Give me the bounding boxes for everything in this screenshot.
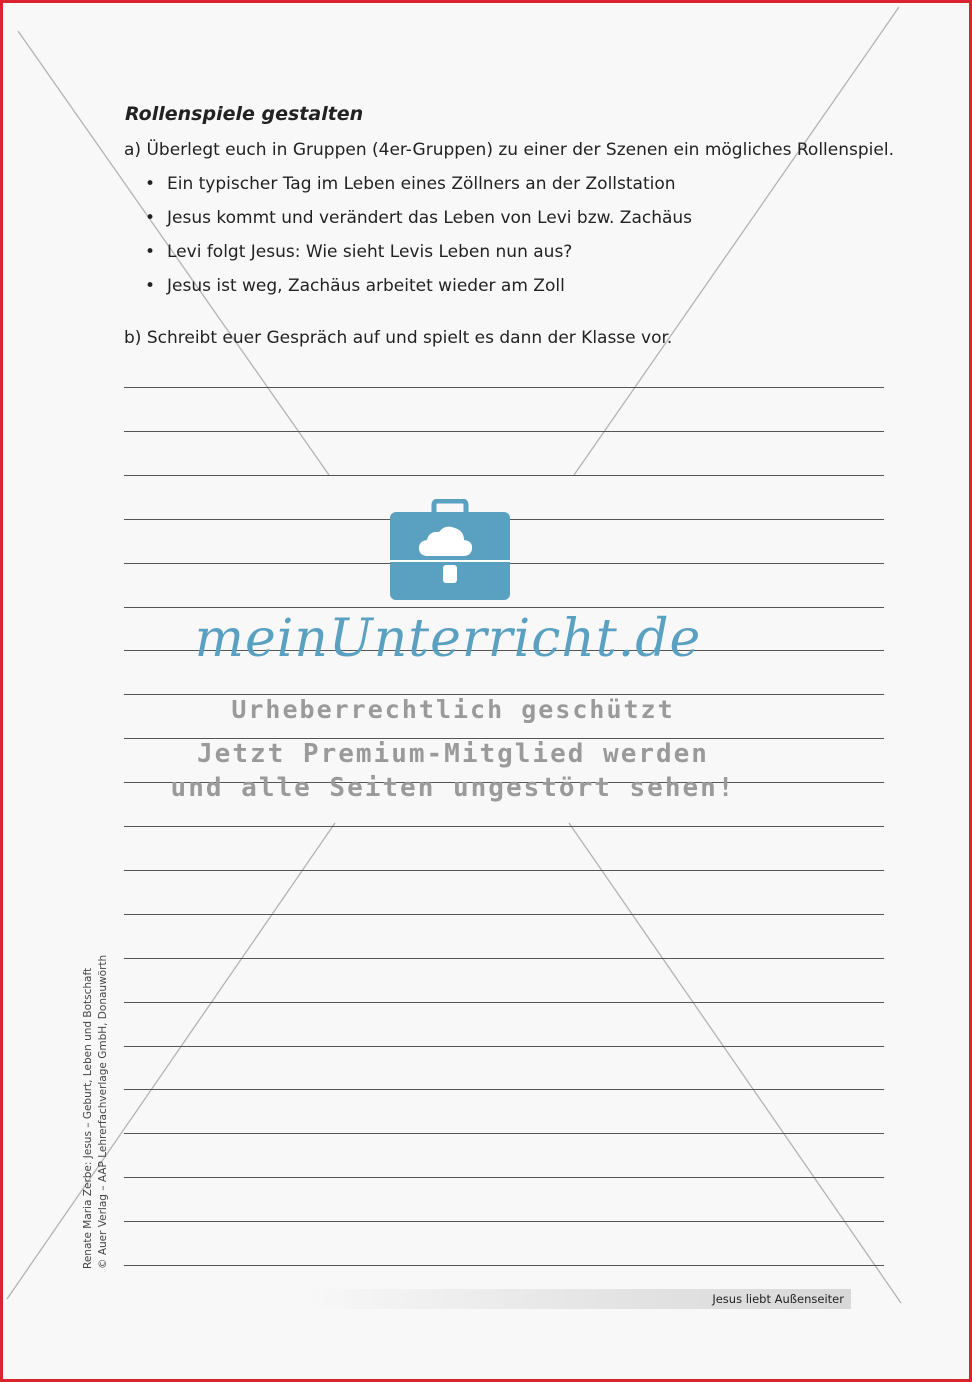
writing-line — [124, 519, 884, 520]
watermark-brand: meinUnterricht.de — [194, 609, 702, 669]
footer-label: Jesus liebt Außenseiter — [712, 1292, 844, 1306]
writing-line — [124, 782, 884, 783]
side-credit-author: Renate Maria Zerbe: Jesus – Geburt, Leben und Botschaft — [82, 967, 94, 1269]
writing-line — [124, 387, 884, 388]
side-credit — [81, 955, 111, 1269]
writing-line — [124, 431, 884, 432]
writing-lines — [124, 3, 884, 1303]
writing-line — [124, 1046, 884, 1047]
worksheet-title: Rollenspiele gestalten — [125, 103, 364, 125]
writing-line — [124, 1221, 884, 1222]
watermark-premium-notice-2: und alle Seiten ungestört sehen! — [170, 773, 736, 803]
writing-line — [124, 1089, 884, 1090]
writing-line — [124, 475, 884, 476]
watermark-copyright-notice: Urheberrechtlich geschützt — [231, 695, 675, 724]
watermark-premium-notice: Jetzt Premium-Mitglied werden — [197, 739, 709, 769]
writing-line — [124, 1002, 884, 1003]
writing-line — [124, 650, 884, 651]
scene-list-item: • Ein typischer Tag im Leben eines Zöllners an der Zollstation — [145, 173, 692, 207]
scene-list-item: • Jesus ist weg, Zachäus arbeitet wieder am Zoll — [145, 275, 692, 309]
writing-line — [124, 1265, 884, 1266]
scene-list-item: • Levi folgt Jesus: Wie sieht Levis Leben nun aus? — [145, 241, 692, 275]
footer-bar — [303, 1289, 851, 1309]
side-credit-publisher: © Auer Verlag – AAP Lehrerfachverlage GmbH, Donauwörth — [97, 954, 109, 1269]
writing-line — [124, 826, 884, 827]
writing-line — [124, 563, 884, 564]
writing-line — [124, 914, 884, 915]
scene-list-item: • Jesus kommt und verändert das Leben von Levi bzw. Zachäus — [145, 207, 692, 241]
writing-line — [124, 958, 884, 959]
writing-line — [124, 1133, 884, 1134]
writing-line — [124, 607, 884, 608]
writing-line — [124, 1177, 884, 1178]
writing-line — [124, 870, 884, 871]
writing-line — [124, 738, 884, 739]
writing-line — [124, 694, 884, 695]
task-b-instruction: b) Schreibt euer Gespräch auf und spielt es dann der Klasse vor. — [124, 328, 673, 348]
task-a-instruction: a) Überlegt euch in Gruppen (4er-Gruppen) zu einer der Szenen ein mögliches Rollenspiel. — [124, 140, 894, 160]
